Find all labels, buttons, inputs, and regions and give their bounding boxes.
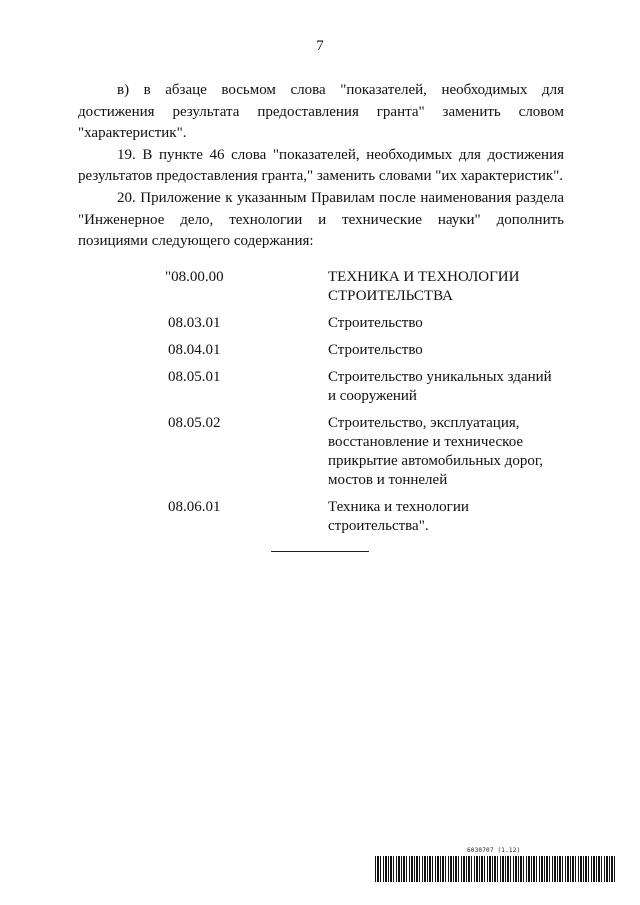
position-code: 08.06.01 <box>168 499 221 515</box>
position-name: ТЕХНИКА И ТЕХНОЛОГИИ СТРОИТЕЛЬСТВА <box>328 269 520 304</box>
position-code: 08.04.01 <box>168 342 221 358</box>
barcode-caption: 6030707 (1.12) <box>467 847 521 854</box>
barcode <box>375 847 615 883</box>
position-code: 08.05.01 <box>168 369 221 385</box>
barcode-icon <box>375 856 615 882</box>
table-row <box>165 314 558 341</box>
table-row <box>165 268 558 314</box>
table-row <box>165 414 558 498</box>
position-name: Строительство уникальных зданий и сооружений <box>328 369 552 404</box>
position-name: Техника и технологии строительства". <box>328 499 469 534</box>
paragraph-item-20: 20. Приложение к указанным Правилам после наименования раздела "Инженерное дело, технологии и технические науки" дополнить позициями следующего содержания: <box>78 189 564 250</box>
paragraph-item-19: 19. В пункте 46 слова "показателей, необходимых для достижения результатов предоставления гранта," заменить словами "их характеристик". <box>78 146 564 185</box>
page-number: 7 <box>316 38 324 54</box>
position-code: 08.03.01 <box>168 315 221 331</box>
position-name: Строительство <box>328 315 423 331</box>
position-code: 08.05.02 <box>168 415 221 431</box>
position-name: Строительство, эксплуатация, восстановление и техническое прикрытие автомобильных дорог, мостов и тоннелей <box>328 415 544 488</box>
table-row <box>165 368 558 414</box>
closing-rule <box>271 551 369 552</box>
table-row <box>165 498 558 544</box>
paragraph-subclause-v: в) в абзаце восьмом слова "показателей, необходимых для достижения результата предоставления гранта" заменить словом "характеристик". <box>78 82 564 142</box>
positions-table <box>165 268 558 544</box>
position-code: "08.00.00 <box>165 269 224 285</box>
table-row <box>165 341 558 368</box>
document-body <box>78 80 564 253</box>
position-name: Строительство <box>328 342 423 358</box>
